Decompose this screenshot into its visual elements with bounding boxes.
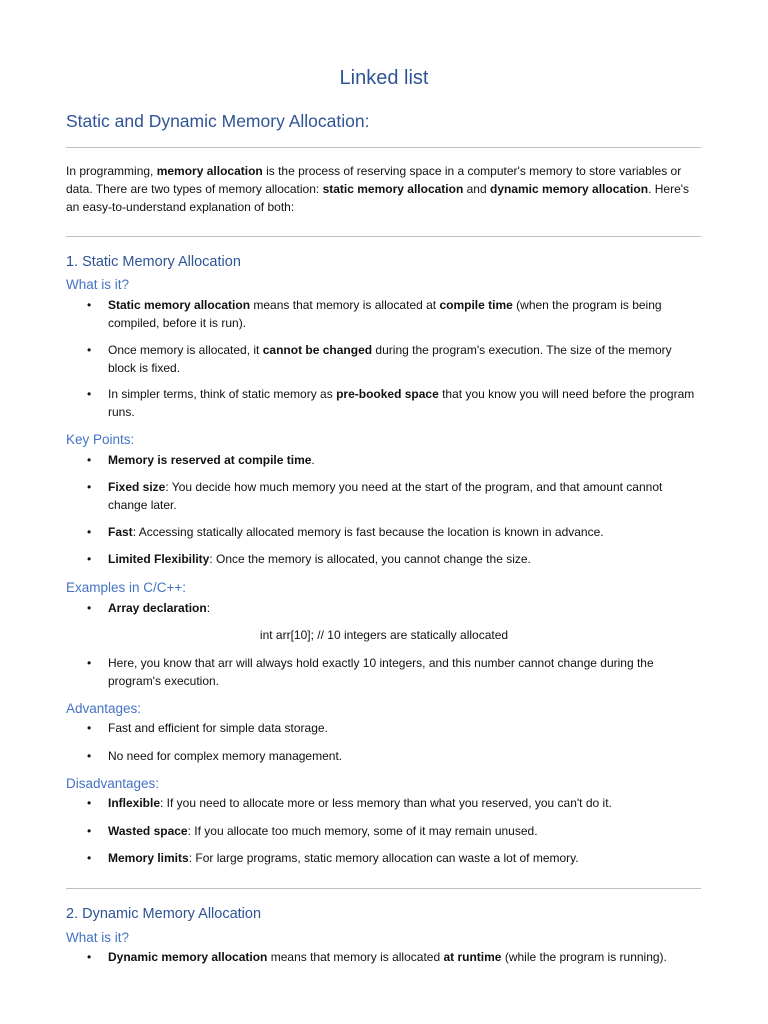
list-item: • Fast: Accessing statically allocated memory is fast because the location is known in advance. bbox=[108, 523, 700, 541]
list-item: • Dynamic memory allocation means that memory is allocated at runtime (while the program is running). bbox=[108, 948, 700, 966]
list-item: • No need for complex memory management. bbox=[108, 747, 700, 765]
divider bbox=[66, 236, 701, 237]
static-heading: 1. Static Memory Allocation bbox=[66, 254, 241, 270]
list-item: • Fixed size: You decide how much memory you need at the start of the program, and that amount cannot change later. bbox=[108, 478, 700, 514]
document-title: Linked list bbox=[339, 67, 429, 89]
examples-heading: Examples in C/C++: bbox=[66, 580, 187, 595]
list-item: • Wasted space: If you allocate too much memory, some of it may remain unused. bbox=[108, 822, 700, 840]
list-item: • Limited Flexibility: Once the memory is allocated, you cannot change the size. bbox=[108, 550, 700, 568]
code-example: int arr[10]; // 10 integers are statically allocated bbox=[259, 628, 509, 642]
list-item: • Inflexible: If you need to allocate more or less memory than what you reserved, you can't do it. bbox=[108, 794, 700, 812]
dynamic-what-heading: What is it? bbox=[66, 930, 130, 945]
list-item: • Array declaration: bbox=[108, 599, 700, 617]
list-item: • In simpler terms, think of static memory as pre-booked space that you know you will need before the program runs. bbox=[108, 385, 700, 421]
list-item: • Here, you know that arr will always hold exactly 10 integers, and this number cannot change during the program's execution. bbox=[108, 654, 700, 690]
section-heading: Static and Dynamic Memory Allocation: bbox=[66, 111, 370, 131]
disadvantages-heading: Disadvantages: bbox=[66, 776, 160, 791]
dynamic-heading: 2. Dynamic Memory Allocation bbox=[66, 906, 262, 922]
list-item: • Memory is reserved at compile time. bbox=[108, 451, 700, 469]
divider bbox=[66, 147, 701, 148]
key-points-heading: Key Points: bbox=[66, 432, 135, 447]
list-item: • Static memory allocation means that memory is allocated at compile time (when the program is being compiled, before it is run). bbox=[108, 296, 700, 332]
list-item: • Fast and efficient for simple data storage. bbox=[108, 719, 700, 737]
static-what-heading: What is it? bbox=[66, 277, 130, 292]
intro-paragraph: In programming, memory allocation is the process of reserving space in a computer's memory to store variables or data. There are two types of memory allocation: static memory allocation and dynamic memory allocation. Here's an easy-to-understand explanation of both: bbox=[66, 164, 690, 214]
list-item: • Once memory is allocated, it cannot be changed during the program's execution. The size of the memory block is fixed. bbox=[108, 341, 700, 377]
list-item: • Memory limits: For large programs, static memory allocation can waste a lot of memory. bbox=[108, 849, 700, 867]
advantages-heading: Advantages: bbox=[66, 701, 142, 716]
divider bbox=[66, 888, 701, 889]
